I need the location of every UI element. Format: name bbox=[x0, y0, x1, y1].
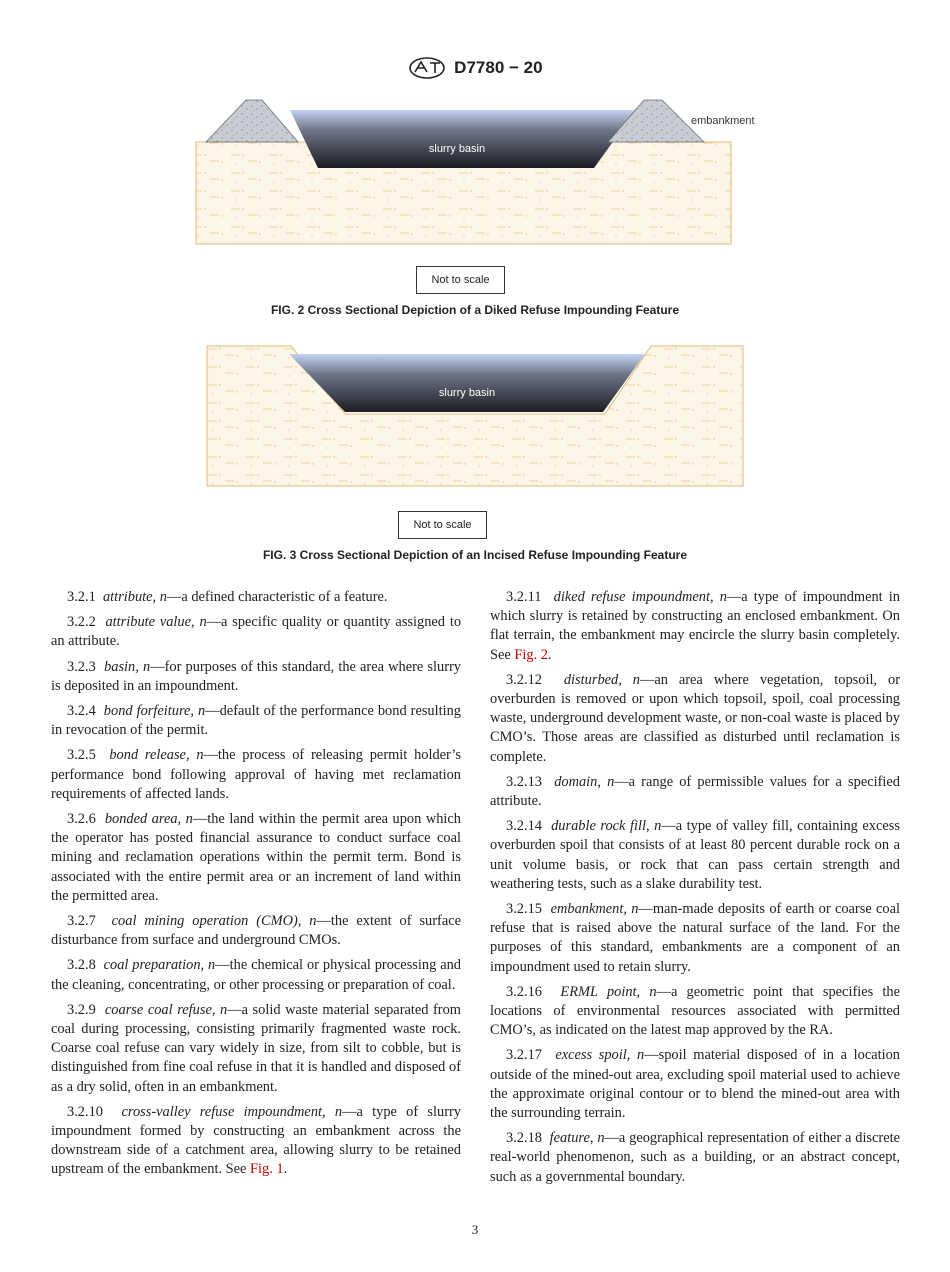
definition-term: excess spoil, n bbox=[555, 1047, 645, 1064]
page-header bbox=[0, 56, 950, 80]
definition-number: 3.2.13 bbox=[506, 773, 542, 790]
fig3-caption: FIG. 3 Cross Sectional Depiction of an Incised Refuse Impounding Feature bbox=[262, 548, 688, 562]
definition-term: diked refuse impoundment, n bbox=[553, 589, 727, 605]
definition-number: 3.2.11 bbox=[506, 589, 542, 605]
definition-number: 3.2.7 bbox=[67, 913, 96, 930]
definition-text: —the land within the permit area upon which the operator has posted financial assurance to conduct surface coal mining and reclamation operations within the permit term. Bond is associated with the entire permit area or an increment of land within the permitted area. bbox=[51, 811, 461, 904]
definition-paragraph bbox=[490, 1129, 900, 1187]
figure-link[interactable]: Fig. 1 bbox=[250, 1161, 284, 1178]
page-number: 3 bbox=[471, 1222, 479, 1237]
definition-text: —an area where vegetation, topsoil, or overburden is removed or upon which topsoil, spoil, coal processing waste, underground development waste, or non-coal waste is placed by CMO’s. Those areas are classified as disturbed until reclamation is complete. bbox=[490, 671, 900, 765]
fig2-caption: FIG. 2 Cross Sectional Depiction of a Diked Refuse Impounding Feature bbox=[270, 303, 680, 317]
definition-paragraph bbox=[51, 702, 461, 740]
definition-paragraph bbox=[51, 912, 461, 950]
definition-term: coarse coal refuse, n bbox=[104, 1001, 228, 1018]
definition-term: ERML point, n bbox=[560, 983, 657, 1000]
definition-term: domain, n bbox=[554, 773, 615, 790]
slurry-basin-shape bbox=[289, 354, 645, 412]
definition-text: —a specific quality or quantity assigned to an attribute. bbox=[51, 614, 462, 650]
definition-term: bonded area, n bbox=[104, 811, 193, 828]
standard-code: D7780 − 20 bbox=[454, 58, 543, 77]
definition-text: —spoil material disposed of in a location outside of the mined-out area, excluding spoil material used to achieve the approximate original contour or to blend the mined-out area with the surrounding terrain. bbox=[490, 1047, 901, 1122]
definition-term: disturbed, n bbox=[563, 671, 640, 688]
fig3-scale-note: Not to scale bbox=[398, 511, 487, 539]
definition-number: 3.2.10 bbox=[67, 1103, 103, 1120]
definition-number: 3.2.17 bbox=[506, 1047, 542, 1064]
definition-paragraph bbox=[51, 658, 461, 696]
definition-text: —man-made deposits of earth or coarse coal refuse that is raised above the natural surface of the land. For the purposes of this standard, embankments are a component of an impoundment used to retain slurry. bbox=[490, 901, 900, 975]
definition-number: 3.2.3 bbox=[67, 658, 96, 675]
definition-text: —a solid waste material separated from coal during processing, consisting primarily fragmented waste rock. Coarse coal refuse can vary widely in size, from silt to cobble, but is distinguished from fine coal refuse in that it is handled and disposed of as a dry solid, often in an embankment. bbox=[51, 1001, 461, 1095]
definition-paragraph bbox=[51, 588, 461, 607]
definition-paragraph bbox=[490, 773, 900, 811]
figure-link[interactable]: Fig. 2 bbox=[514, 646, 548, 663]
definition-paragraph bbox=[490, 983, 900, 1041]
definition-number: 3.2.4 bbox=[67, 703, 96, 720]
definition-number: 3.2.12 bbox=[506, 671, 542, 688]
definition-term: basin, n bbox=[104, 658, 151, 675]
definition-number: 3.2.1 bbox=[67, 589, 96, 605]
definition-text: —a type of valley fill, containing excess overburden spoil that consists of at least 80 percent durable rock on a unit volume basis, or rock that can pass certain strength and weathering tests, such as a slake durability test. bbox=[490, 818, 900, 892]
right-column bbox=[490, 588, 900, 1193]
definition-number: 3.2.18 bbox=[506, 1130, 542, 1147]
definition-paragraph bbox=[490, 817, 900, 894]
definition-number: 3.2.6 bbox=[67, 811, 96, 828]
definition-number: 3.2.9 bbox=[67, 1001, 96, 1018]
definition-number: 3.2.16 bbox=[506, 983, 542, 1000]
astm-logo-icon bbox=[407, 56, 447, 80]
left-column bbox=[51, 588, 461, 1186]
definition-term: coal preparation, n bbox=[103, 957, 216, 974]
definition-paragraph bbox=[490, 588, 900, 665]
definition-paragraph bbox=[490, 900, 900, 977]
definition-paragraph bbox=[51, 810, 461, 906]
fig2-scale-note: Not to scale bbox=[416, 266, 505, 294]
slurry-basin-label: slurry basin bbox=[438, 387, 496, 399]
definition-term: bond forfeiture, n bbox=[103, 703, 206, 720]
definition-term: attribute value, n bbox=[105, 614, 207, 631]
definition-text: —a range of permissible values for a specified attribute. bbox=[490, 773, 900, 810]
definition-tail: . bbox=[547, 646, 552, 663]
definition-paragraph bbox=[51, 1001, 461, 1097]
definition-paragraph bbox=[51, 1103, 461, 1180]
definition-term: durable rock fill, n bbox=[551, 818, 662, 835]
definition-paragraph bbox=[51, 746, 461, 804]
definition-number: 3.2.15 bbox=[506, 901, 542, 918]
slurry-basin-shape bbox=[290, 110, 636, 168]
figure-3-diagram bbox=[205, 344, 745, 490]
figure-2-diagram bbox=[190, 96, 770, 248]
definition-number: 3.2.14 bbox=[506, 818, 542, 835]
definition-text: —a defined characteristic of a feature. bbox=[166, 589, 388, 605]
definition-text: —the extent of surface disturbance from surface and underground CMOs. bbox=[51, 913, 461, 949]
definition-text: —a geometric point that specifies the locations of environmental resources associated with permitted CMO’s, as indicated on the latest map approved by the RA. bbox=[490, 983, 901, 1039]
definition-text: —a type of impoundment in which slurry is retained by constructing an enclosed embankment. On flat terrain, the embankment may encircle the slurry basin completely. See bbox=[490, 589, 900, 663]
definition-text: —the process of releasing permit holder’s performance bond following approval of having met reclamation requirements of affected lands. bbox=[51, 747, 461, 802]
definition-text: —default of the performance bond resulting in revocation of the permit. bbox=[51, 703, 462, 739]
definition-text: —the chemical or physical processing and the cleaning, concentrating, or other processing or preparation of coal. bbox=[51, 957, 461, 993]
definition-number: 3.2.2 bbox=[67, 614, 96, 631]
embankment-label: embankment bbox=[691, 115, 755, 127]
definition-tail: . bbox=[283, 1161, 288, 1178]
definition-term: bond release, n bbox=[109, 747, 204, 764]
definition-term: embankment, n bbox=[550, 901, 639, 918]
definition-text: —a type of slurry impoundment formed by constructing an embankment across the downstream side of a catchment area, allowing slurry to be retained upstream of the embankment. See bbox=[51, 1103, 461, 1178]
definition-paragraph bbox=[490, 671, 900, 767]
definition-term: feature, n bbox=[549, 1130, 605, 1147]
definition-term: coal mining operation (CMO), n bbox=[111, 913, 317, 930]
slurry-basin-label: slurry basin bbox=[428, 143, 486, 155]
definition-term: cross-valley refuse impoundment, n bbox=[121, 1103, 343, 1120]
definition-paragraph bbox=[51, 956, 461, 994]
definition-number: 3.2.8 bbox=[67, 957, 96, 974]
definition-term: attribute, n bbox=[102, 589, 167, 605]
embankment-left bbox=[206, 100, 298, 142]
definition-paragraph bbox=[51, 613, 461, 651]
definition-paragraph bbox=[490, 1046, 900, 1123]
definition-text: —for purposes of this standard, the area where slurry is deposited in an impoundment. bbox=[51, 658, 461, 694]
definition-number: 3.2.5 bbox=[67, 747, 96, 764]
definition-text: —a geographical representation of either a discrete real-world phenomenon, such as a building, or an abstract concept, such as a governmental boundary. bbox=[490, 1130, 900, 1185]
